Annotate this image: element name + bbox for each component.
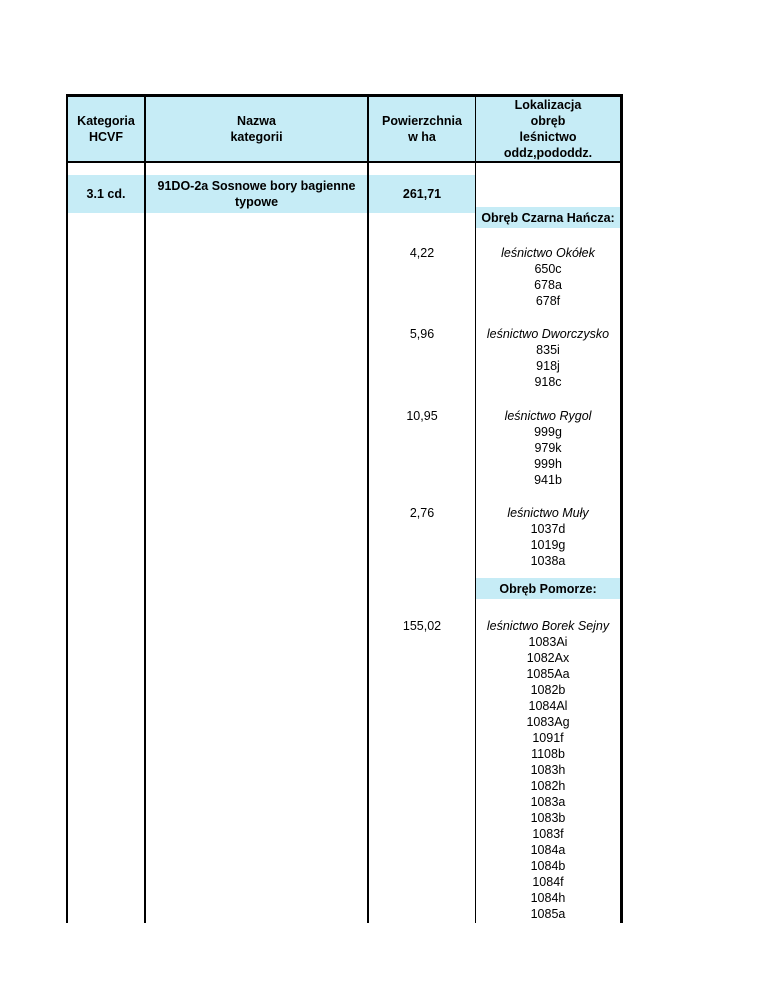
header-powierzchnia-line1: Powierzchnia [382, 114, 462, 128]
area-value: 2,76 [409, 506, 435, 520]
oddz-code: 650c [534, 262, 562, 276]
table-body [68, 163, 620, 923]
location-group [476, 245, 620, 309]
category-name-line1: 91DO-2a Sosnowe bory bagienne [157, 179, 356, 193]
location-group [476, 618, 620, 922]
area-value: 5,96 [409, 327, 435, 341]
oddz-code: 1083b [530, 811, 566, 825]
category-name-line2: typowe [234, 195, 279, 209]
header-kategoria-line1: Kategoria [77, 114, 135, 128]
oddz-code: 1037d [530, 522, 566, 536]
header-cell-kategoria-hcvf [68, 97, 144, 161]
category-code-cell [68, 175, 144, 213]
area-value: 4,22 [409, 246, 435, 260]
oddz-code: 1083Ai [528, 635, 568, 649]
area-value: 155,02 [402, 619, 442, 633]
header-nazwa-line2: kategorii [230, 130, 283, 144]
obreb-header-label: Obręb Pomorze: [499, 581, 597, 596]
oddz-code: 941b [534, 473, 562, 487]
category-name-cell [146, 175, 367, 213]
oddz-code: 1082Ax [526, 651, 570, 665]
oddz-code: 1108b [531, 747, 565, 761]
oddz-code: 1084f [532, 875, 564, 889]
category-area-cell [369, 175, 475, 213]
table-header-row [68, 97, 620, 163]
oddz-code: 1085a [530, 907, 566, 921]
oddz-code: 979k [534, 441, 562, 455]
obreb-header-pomorze [476, 578, 620, 599]
header-lokalizacja-line4: oddz,pododdz. [503, 146, 593, 160]
oddz-code: 835i [536, 343, 560, 357]
header-lokalizacja-line2: obręb [530, 114, 566, 128]
oddz-code: 1083h [530, 763, 566, 777]
oddz-code: 1084Al [528, 699, 568, 713]
oddz-code: 1019g [530, 538, 566, 552]
oddz-code: 1083f [532, 827, 564, 841]
hcvf-table [66, 94, 623, 923]
location-group [476, 408, 620, 488]
oddz-code: 678a [534, 278, 562, 292]
obreb-header-label: Obręb Czarna Hańcza: [481, 210, 615, 225]
oddz-code: 678f [535, 294, 561, 308]
location-group [476, 326, 620, 390]
oddz-code: 1082h [530, 779, 566, 793]
header-lokalizacja-line3: leśnictwo [519, 130, 577, 144]
oddz-code: 1084h [530, 891, 566, 905]
area-value: 10,95 [406, 409, 438, 423]
header-cell-powierzchnia [369, 97, 475, 161]
oddz-code: 1083Ag [526, 715, 570, 729]
oddz-code: 1084b [530, 859, 566, 873]
oddz-code: 1038a [530, 554, 566, 568]
oddz-code: 1082b [530, 683, 566, 697]
lesnictwo-label: leśnictwo Muły [507, 506, 589, 520]
lesnictwo-label: leśnictwo Rygol [504, 409, 592, 423]
oddz-code: 918j [536, 359, 560, 373]
oddz-code: 1083a [530, 795, 566, 809]
header-kategoria-line2: HCVF [88, 130, 124, 144]
lesnictwo-label: leśnictwo Okółek [501, 246, 595, 260]
header-cell-nazwa-kategorii [146, 97, 367, 161]
header-nazwa-line1: Nazwa [237, 114, 276, 128]
header-cell-lokalizacja [476, 97, 620, 161]
oddz-code: 999g [534, 425, 562, 439]
oddz-code: 1084a [530, 843, 566, 857]
oddz-code: 999h [534, 457, 562, 471]
category-area-total: 261,71 [402, 187, 442, 201]
oddz-code: 1085Aa [526, 667, 570, 681]
category-code: 3.1 cd. [86, 187, 126, 201]
column-divider [367, 163, 369, 923]
location-group [476, 505, 620, 569]
oddz-code: 918c [534, 375, 562, 389]
obreb-header-czarna-hancza [476, 207, 620, 228]
header-lokalizacja-line1: Lokalizacja [514, 98, 582, 112]
column-divider [144, 163, 146, 923]
header-powierzchnia-line2: w ha [408, 130, 436, 144]
oddz-code: 1091f [532, 731, 564, 745]
lesnictwo-label: leśnictwo Borek Sejny [486, 619, 610, 633]
lesnictwo-label: leśnictwo Dworczysko [486, 327, 610, 341]
